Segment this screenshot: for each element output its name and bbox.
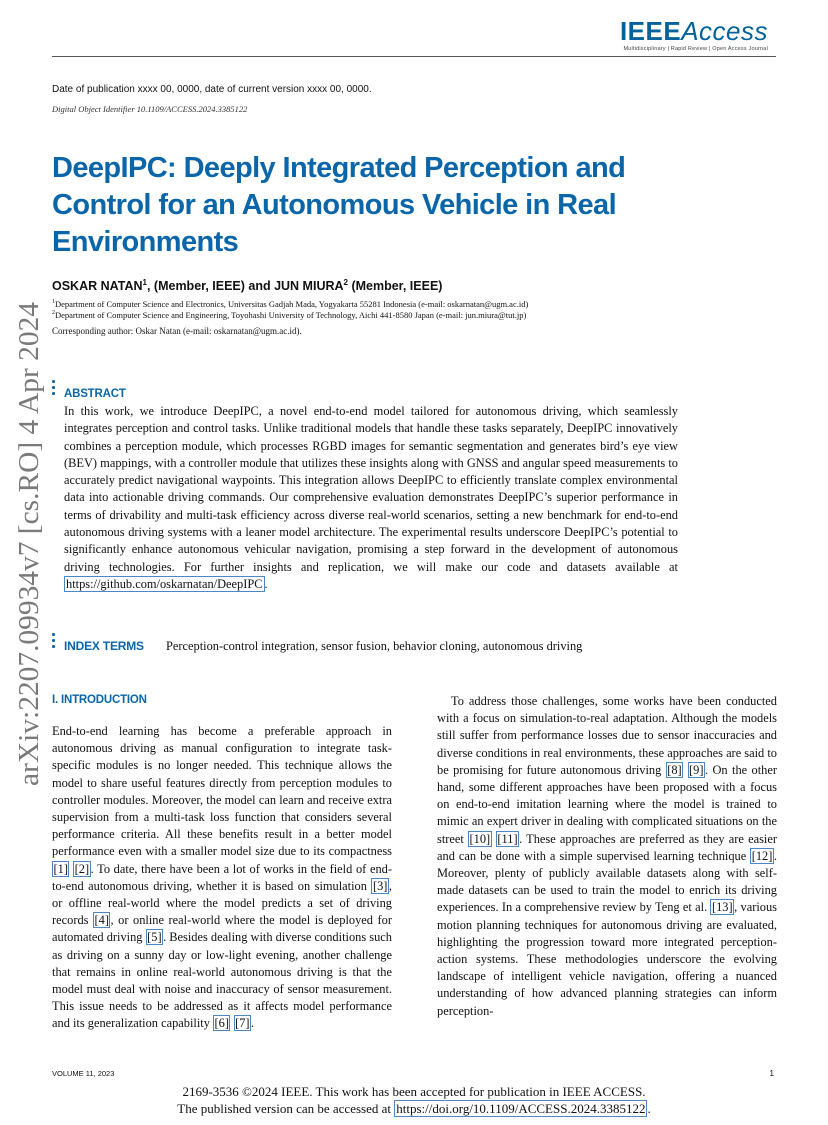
corresponding-author: Corresponding author: Oskar Natan (e-mail: oskarnatan@ugm.ac.id). <box>52 326 302 336</box>
author-2-rest: (Member, IEEE) <box>347 279 443 294</box>
affiliation-2-sup: 2 <box>52 310 55 316</box>
abstract-end: . <box>264 576 268 591</box>
footer-access-text: The published version can be accessed at <box>177 1101 395 1116</box>
footer-access-line <box>0 1101 828 1117</box>
citation-link[interactable]: [2] <box>74 861 90 876</box>
abstract-text: In this work, we introduce DeepIPC, a novel end-to-end model tailored for autonomous driving, which seamlessly integrates perception and control tasks. Unlike traditional models that handle these tasks separately, DeepIPC innovatively combines a perception module, which processes RGBD images for semantic segmentation and generates bird’s eye view (BEV) mappings, with a controller module that utilizes these insights along with GNSS and angular speed measurements to accurately predict navigational waypoints. This integration allows DeepIPC to efficiently translate complex environmental data into actionable driving commands. Our comprehensive evaluation demonstrates DeepIPC’s superior performance in terms of drivability and multi-task efficiency across diverse real-world scenarios, setting a new benchmark for end-to-end autonomous driving systems with a leaner model architecture. The experimental results underscore DeepIPC’s potential to significantly enhance autonomous vehicular navigation, promising a step forward in the development of autonomous driving technologies. For further insights and replication, we will make our code and datasets available at <box>64 404 678 574</box>
title-line-3: Environments <box>52 226 239 258</box>
paragraph-text: , various motion planning techniques for autonomous driving are evaluated, highlighting the progression toward more integrated perception-action systems. These methodologies underscore the evolving landscape of intelligent vehicle navigation, offering a nuanced understanding of how advanced planning strategies can inform perception- <box>437 900 778 1018</box>
author-1-sup: 1 <box>142 278 147 287</box>
abstract-body <box>64 403 678 593</box>
citation-link[interactable]: [10] <box>469 831 491 846</box>
citation-link[interactable]: [1] <box>53 861 68 876</box>
paragraph-text: . These approaches are preferred as they are easier and can be done with a simple supervised learning technique <box>437 831 777 863</box>
paragraph-text: To address those challenges, some works have been conducted with a focus on simulation-to-real adaptation. Although the models still suffer from performance losses due to sensor inaccuracies and diverse conditions in real environments, these approaches are said to be promising for future autonomous driving <box>437 694 777 777</box>
paragraph-text: , or online real-world where the model is deployed for automated driving <box>52 913 392 945</box>
footer-page-number: 1 <box>769 1069 774 1078</box>
paragraph-text: , or offline real-world where the model predicts a set of driving records <box>52 878 392 928</box>
citation-link[interactable]: [6] <box>214 1016 229 1031</box>
affiliation-2-text: Department of Computer Science and Engineering, Toyohashi University of Technology, Aichi 441-8580 Japan (e-mail: jun.miura@tut.jp) <box>55 309 527 320</box>
paragraph-text: . Moreover, plenty of publicly available datasets along with self-made datasets can be used to train the model to enrich its driving experiences. In a comprehensive review by Teng et al. <box>437 848 777 915</box>
arxiv-stamp <box>8 300 48 786</box>
paragraph-text: End-to-end learning has become a preferable approach in autonomous driving as manual configuration to integrate task-specific modules is no longer needed. This technique allows the model to share useful features directly from perception modules to controller modules. Moreover, the model can learn and receive extra supervision from a multi-task loss function that considers several performance criteria. All these benefits result in a better model performance even with a smaller model size due to its compactness <box>52 724 392 859</box>
citation-link[interactable]: [5] <box>147 930 162 945</box>
citation-link[interactable]: [8] <box>667 762 682 777</box>
index-terms-heading: INDEX TERMS <box>64 639 144 653</box>
citation-link[interactable]: [7] <box>235 1016 250 1031</box>
citation-link[interactable]: [12] <box>751 848 773 863</box>
citation-link[interactable]: [11] <box>497 831 518 846</box>
paper-title <box>52 150 652 261</box>
github-link[interactable]: https://github.com/oskarnatan/DeepIPC <box>66 576 263 591</box>
publication-date: Date of publication xxxx 00, 0000, date of current version xxxx 00, 0000. <box>52 84 372 95</box>
author-1-rest: , (Member, IEEE) and JUN MIURA <box>146 279 344 294</box>
abstract-heading: ABSTRACT <box>64 388 126 400</box>
paragraph-text <box>683 763 687 777</box>
affiliation-1-sup: 1 <box>52 299 55 305</box>
citation-link[interactable]: [4] <box>94 913 109 928</box>
title-line-1: DeepIPC: Deeply Integrated Perception and <box>52 152 626 184</box>
header-divider <box>52 56 776 57</box>
abstract-marker-dots <box>52 380 58 398</box>
arxiv-stamp-text: arXiv:2207.09934v7 [cs.RO] 4 Apr 2024 <box>14 325 45 786</box>
doi-link[interactable]: https://doi.org/10.1109/ACCESS.2024.3385122 <box>396 1101 646 1116</box>
affiliation-1-text: Department of Computer Science and Electronics, Universitas Gadjah Mada, Yogyakarta 55281 Indonesia (e-mail: oskarnatan@ugm.ac.id) <box>55 298 529 309</box>
doi-line: Digital Object Identifier 10.1109/ACCESS.2024.3385122 <box>52 104 248 114</box>
author-1: OSKAR NATAN <box>52 279 143 294</box>
intro-left-column <box>52 723 392 1033</box>
affiliation-2 <box>52 308 526 321</box>
author-2-sup: 2 <box>343 278 348 287</box>
citation-link[interactable]: [13] <box>711 900 733 915</box>
index-marker-dots <box>52 633 58 651</box>
author-line <box>52 278 442 293</box>
introduction-heading: I. INTRODUCTION <box>52 694 147 706</box>
logo-tagline: Multidisciplinary | Rapid Review | Open Access Journal <box>623 46 768 52</box>
citation-link[interactable]: [3] <box>372 878 388 893</box>
intro-right-column <box>437 693 777 1020</box>
paragraph-text: . To date, there have been a lot of works in the field of end-to-end autonomous driving, whether it is based on simulation <box>52 861 392 893</box>
index-terms-body: Perception-control integration, sensor fusion, behavior cloning, autonomous driving <box>166 639 583 653</box>
paragraph-text: . <box>251 1016 255 1031</box>
footer-access-end: . <box>647 1101 651 1116</box>
footer-volume: VOLUME 11, 2023 <box>52 1069 115 1078</box>
paragraph-text: . On the other hand, some different approaches have been proposed with a focus on end-to-end imitation learning where the model is trained to mimic an expert driver in dealing with complicated situations on the street <box>437 762 777 846</box>
ieee-access-logo <box>620 18 768 52</box>
logo-access: Access <box>681 16 768 46</box>
citation-link[interactable]: [9] <box>689 762 704 777</box>
logo-ieee: IEEE <box>619 16 682 46</box>
title-line-2: Control for an Autonomous Vehicle in Real <box>52 189 617 221</box>
paragraph-text: . Besides dealing with diverse conditions such as driving on a sunny day or low-light evening, another challenge that remains in online real-world autonomous driving is that the model must deal with noise and inaccuracy of sensor measurement. This issue needs to be addressed as it affects model performance and its generalization capability <box>52 930 392 1031</box>
footer-copyright: 2169-3536 ©2024 IEEE. This work has been accepted for publication in IEEE ACCESS. <box>182 1084 646 1099</box>
